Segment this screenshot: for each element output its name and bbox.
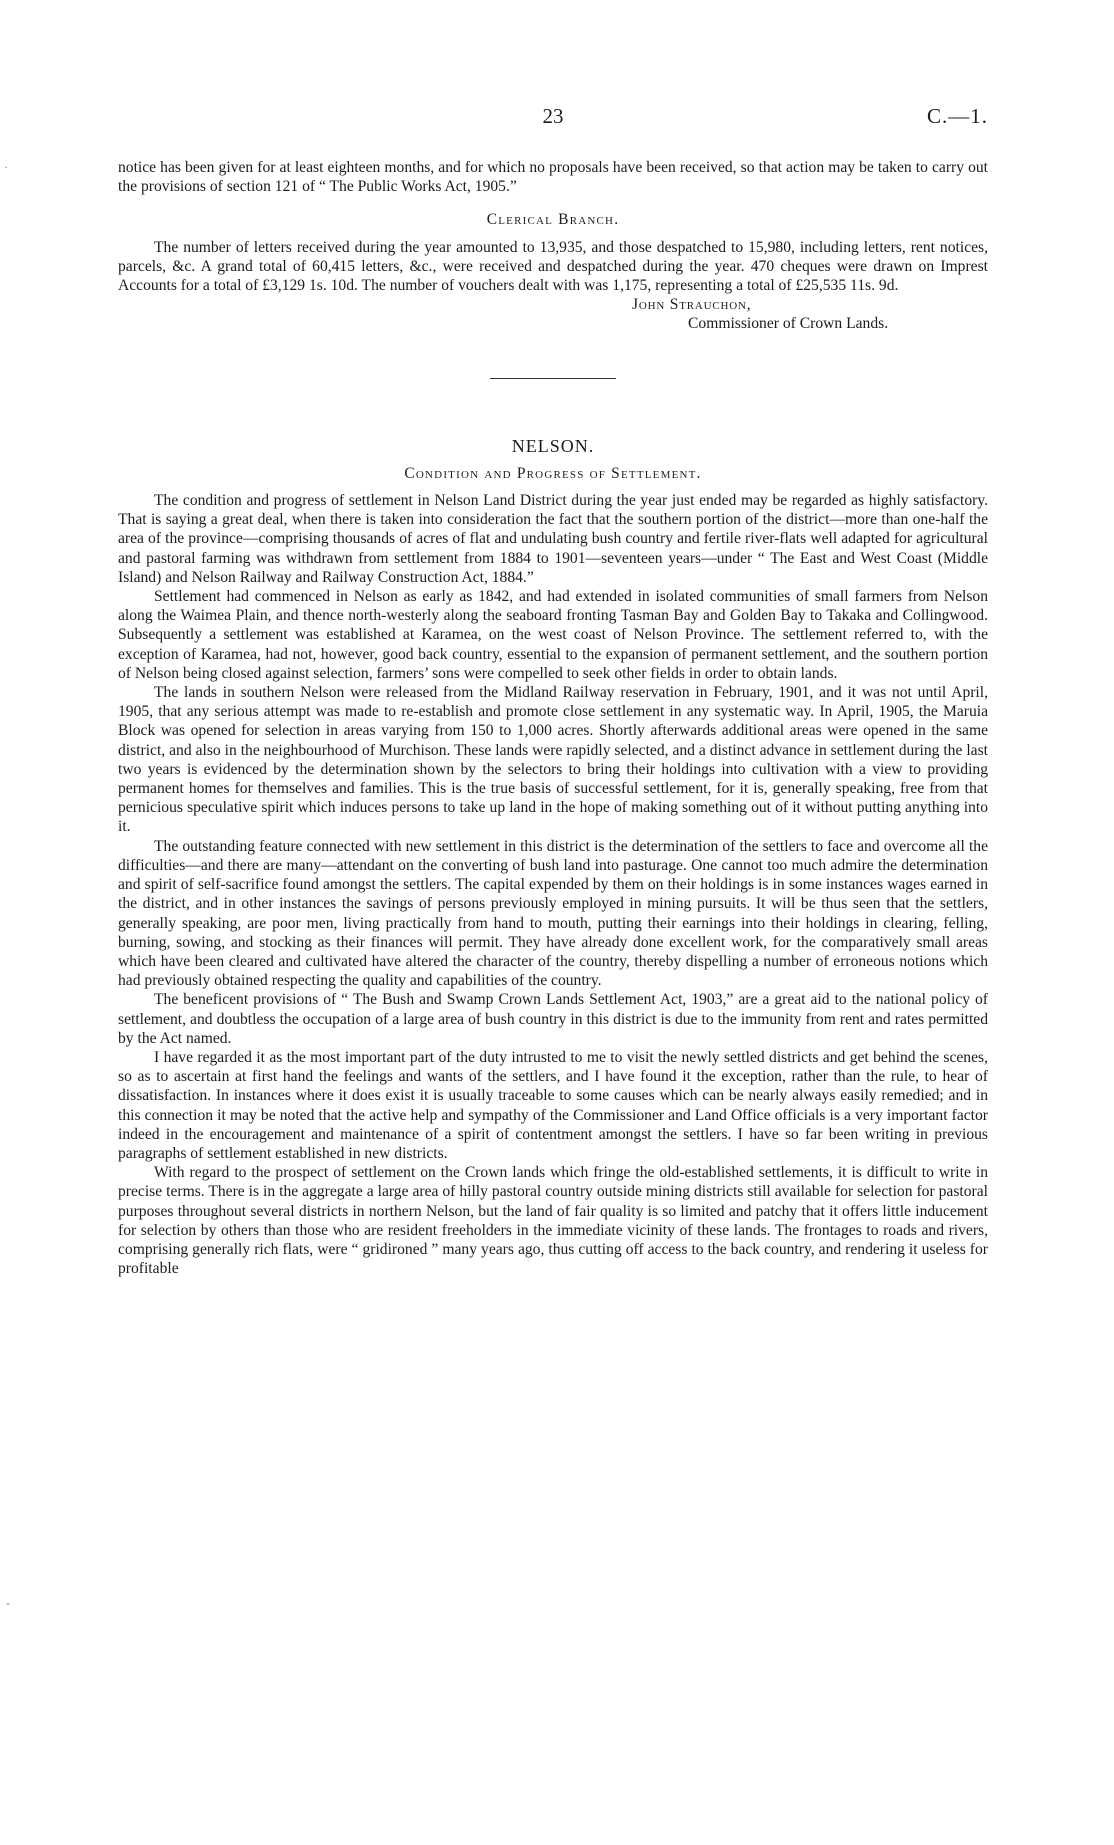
document-code: C.—1. (926, 104, 988, 128)
nelson-paragraph: With regard to the prospect of settlement on the Crown lands which fringe the old-established settlements, it is difficult to write in precise terms. There is in the aggregate a large area of hilly pastoral country outside mining districts still available for selection for pastoral purposes throughout several districts in northern Nelson, but the land of fair quality is so limited and patchy that it offers little inducement for selection by others than those who are resident freeholders in the immediate vicinity of these lands. The frontages to roads and rivers, comprising generally rich flats, were “ gridironed ” many years ago, thus cutting off access to the back country, and rendering it useless for profitable (118, 1164, 988, 1278)
signature-title: Commissioner of Crown Lands. (688, 315, 889, 333)
nelson-paragraph: The beneficent provisions of “ The Bush and Swamp Crown Lands Settlement Act, 1903,” are a great aid to the national policy of settlement, and doubtless the occupation of a large area of bush country in this district is due to the immunity from rent and rates permitted by the Act named. (118, 991, 988, 1047)
margin-mark: - (6, 1596, 10, 1610)
page-content (118, 158, 988, 1278)
page-header (118, 104, 988, 134)
clerical-paragraph: The number of letters received during the year amounted to 13,935, and those despatched to 15,980, including letters, rent notices, parcels, &c. A grand total of 60,415 letters, &c., were received and despatched during the year. 470 cheques were drawn on Imprest Accounts for a total of £3,129 1s. 10d. The number of vouchers dealt with was 1,175, representing a total of £25,535 11s. 9d. (118, 238, 988, 295)
section-divider (490, 378, 616, 379)
nelson-paragraph: I have regarded it as the most important part of the duty intrusted to me to visit the newly settled districts and get behind the scenes, so as to ascertain at first hand the feelings and wants of the settlers, and I have found it the exception, rather than the rule, to hear of dissatisfaction. In instances where it does exist it is usually traceable to some causes which can be nearly always easily remedied; and in this connection it may be noted that the active help and sympathy of the Commissioner and Land Office officials is a very important factor indeed in the encouragement and maintenance of a spirit of contentment amongst the settlers. I have so far been writing in previous paragraphs of settlement established in new districts. (118, 1048, 988, 1162)
nelson-paragraph: The condition and progress of settlement in Nelson Land District during the year just ended may be regarded as highly satisfactory. That is saying a great deal, when there is taken into consideration the fact that the southern portion of the district—more than one-half the area of the province—comprising thousands of acres of flat and undulating bush country and fertile river-flats well adapted for agricultural and pastoral farming was withdrawn from settlement from 1884 to 1901—seventeen years—under “ The East and West Coast (Middle Island) and Nelson Railway and Railway Construction Act, 1884.” (118, 492, 988, 586)
nelson-subheading: Condition and Progress of Settlement. (404, 464, 702, 482)
margin-mark: · (4, 160, 8, 174)
nelson-paragraph: Settlement had commenced in Nelson as early as 1842, and had extended in isolated communities of small farmers from Nelson along the Waimea Plain, and thence north-westerly along the seaboard fronting Tasman Bay and Golden Bay to Takaka and Collingwood. Subsequently a settlement was established at Karamea, on the west coast of Nelson Province. The settlement referred to, with the exception of Karamea, had not, however, good back country, essential to the expansion of permanent settlement, and the southern portion of Nelson being closed against selection, farmers’ sons were compelled to seek other fields in order to obtain lands. (118, 588, 988, 682)
intro-paragraph: notice has been given for at least eighteen months, and for which no proposals have been received, so that action may be taken to carry out the provisions of section 121 of “ The Public Works Act, 1905.” (118, 159, 988, 196)
signature-name: John Strauchon, (632, 296, 752, 314)
nelson-title: NELSON. (511, 435, 595, 456)
clerical-branch-heading: Clerical Branch. (486, 211, 620, 229)
nelson-paragraph: The lands in southern Nelson were released from the Midland Railway reservation in February, 1901, and it was not until April, 1905, that any serious attempt was made to re-establish and promote close settlement in any systematic way. In April, 1905, the Maruia Block was opened for selection in areas varying from 150 to 1,000 acres. Shortly afterwards additional areas were opened in the same district, and also in the neighbourhood of Murchison. These lands were rapidly selected, and a distinct advance in settlement during the last two years is evidenced by the determination shown by the selectors to bring their holdings into cultivation with a view to providing permanent homes for themselves and families. This is the true basis of successful settlement, for it is, generally speaking, free from that pernicious speculative spirit which induces persons to take up land in the hope of making something out of it without putting anything into it. (118, 684, 988, 836)
page-number: 23 (542, 104, 564, 128)
nelson-paragraph: The outstanding feature connected with new settlement in this district is the determination of the settlers to face and overcome all the difficulties—and there are many—attendant on the converting of bush land into pasturage. One cannot too much admire the determination and spirit of self-sacrifice found amongst the settlers. The capital expended by them on their holdings is in some instances wages earned in the district, and in other instances the savings of persons previously employed in mining pursuits. It will be thus seen that the settlers, generally speaking, are poor men, living practically from hand to mouth, putting their earnings into their holdings in clearing, felling, burning, sowing, and stocking as their finances will permit. They have already done excellent work, for the comparatively small areas which have been cleared and cultivated have altered the character of the country, thereby dispelling a number of erroneous notions which had previously obtained respecting the quality and capabilities of the country. (118, 837, 988, 990)
